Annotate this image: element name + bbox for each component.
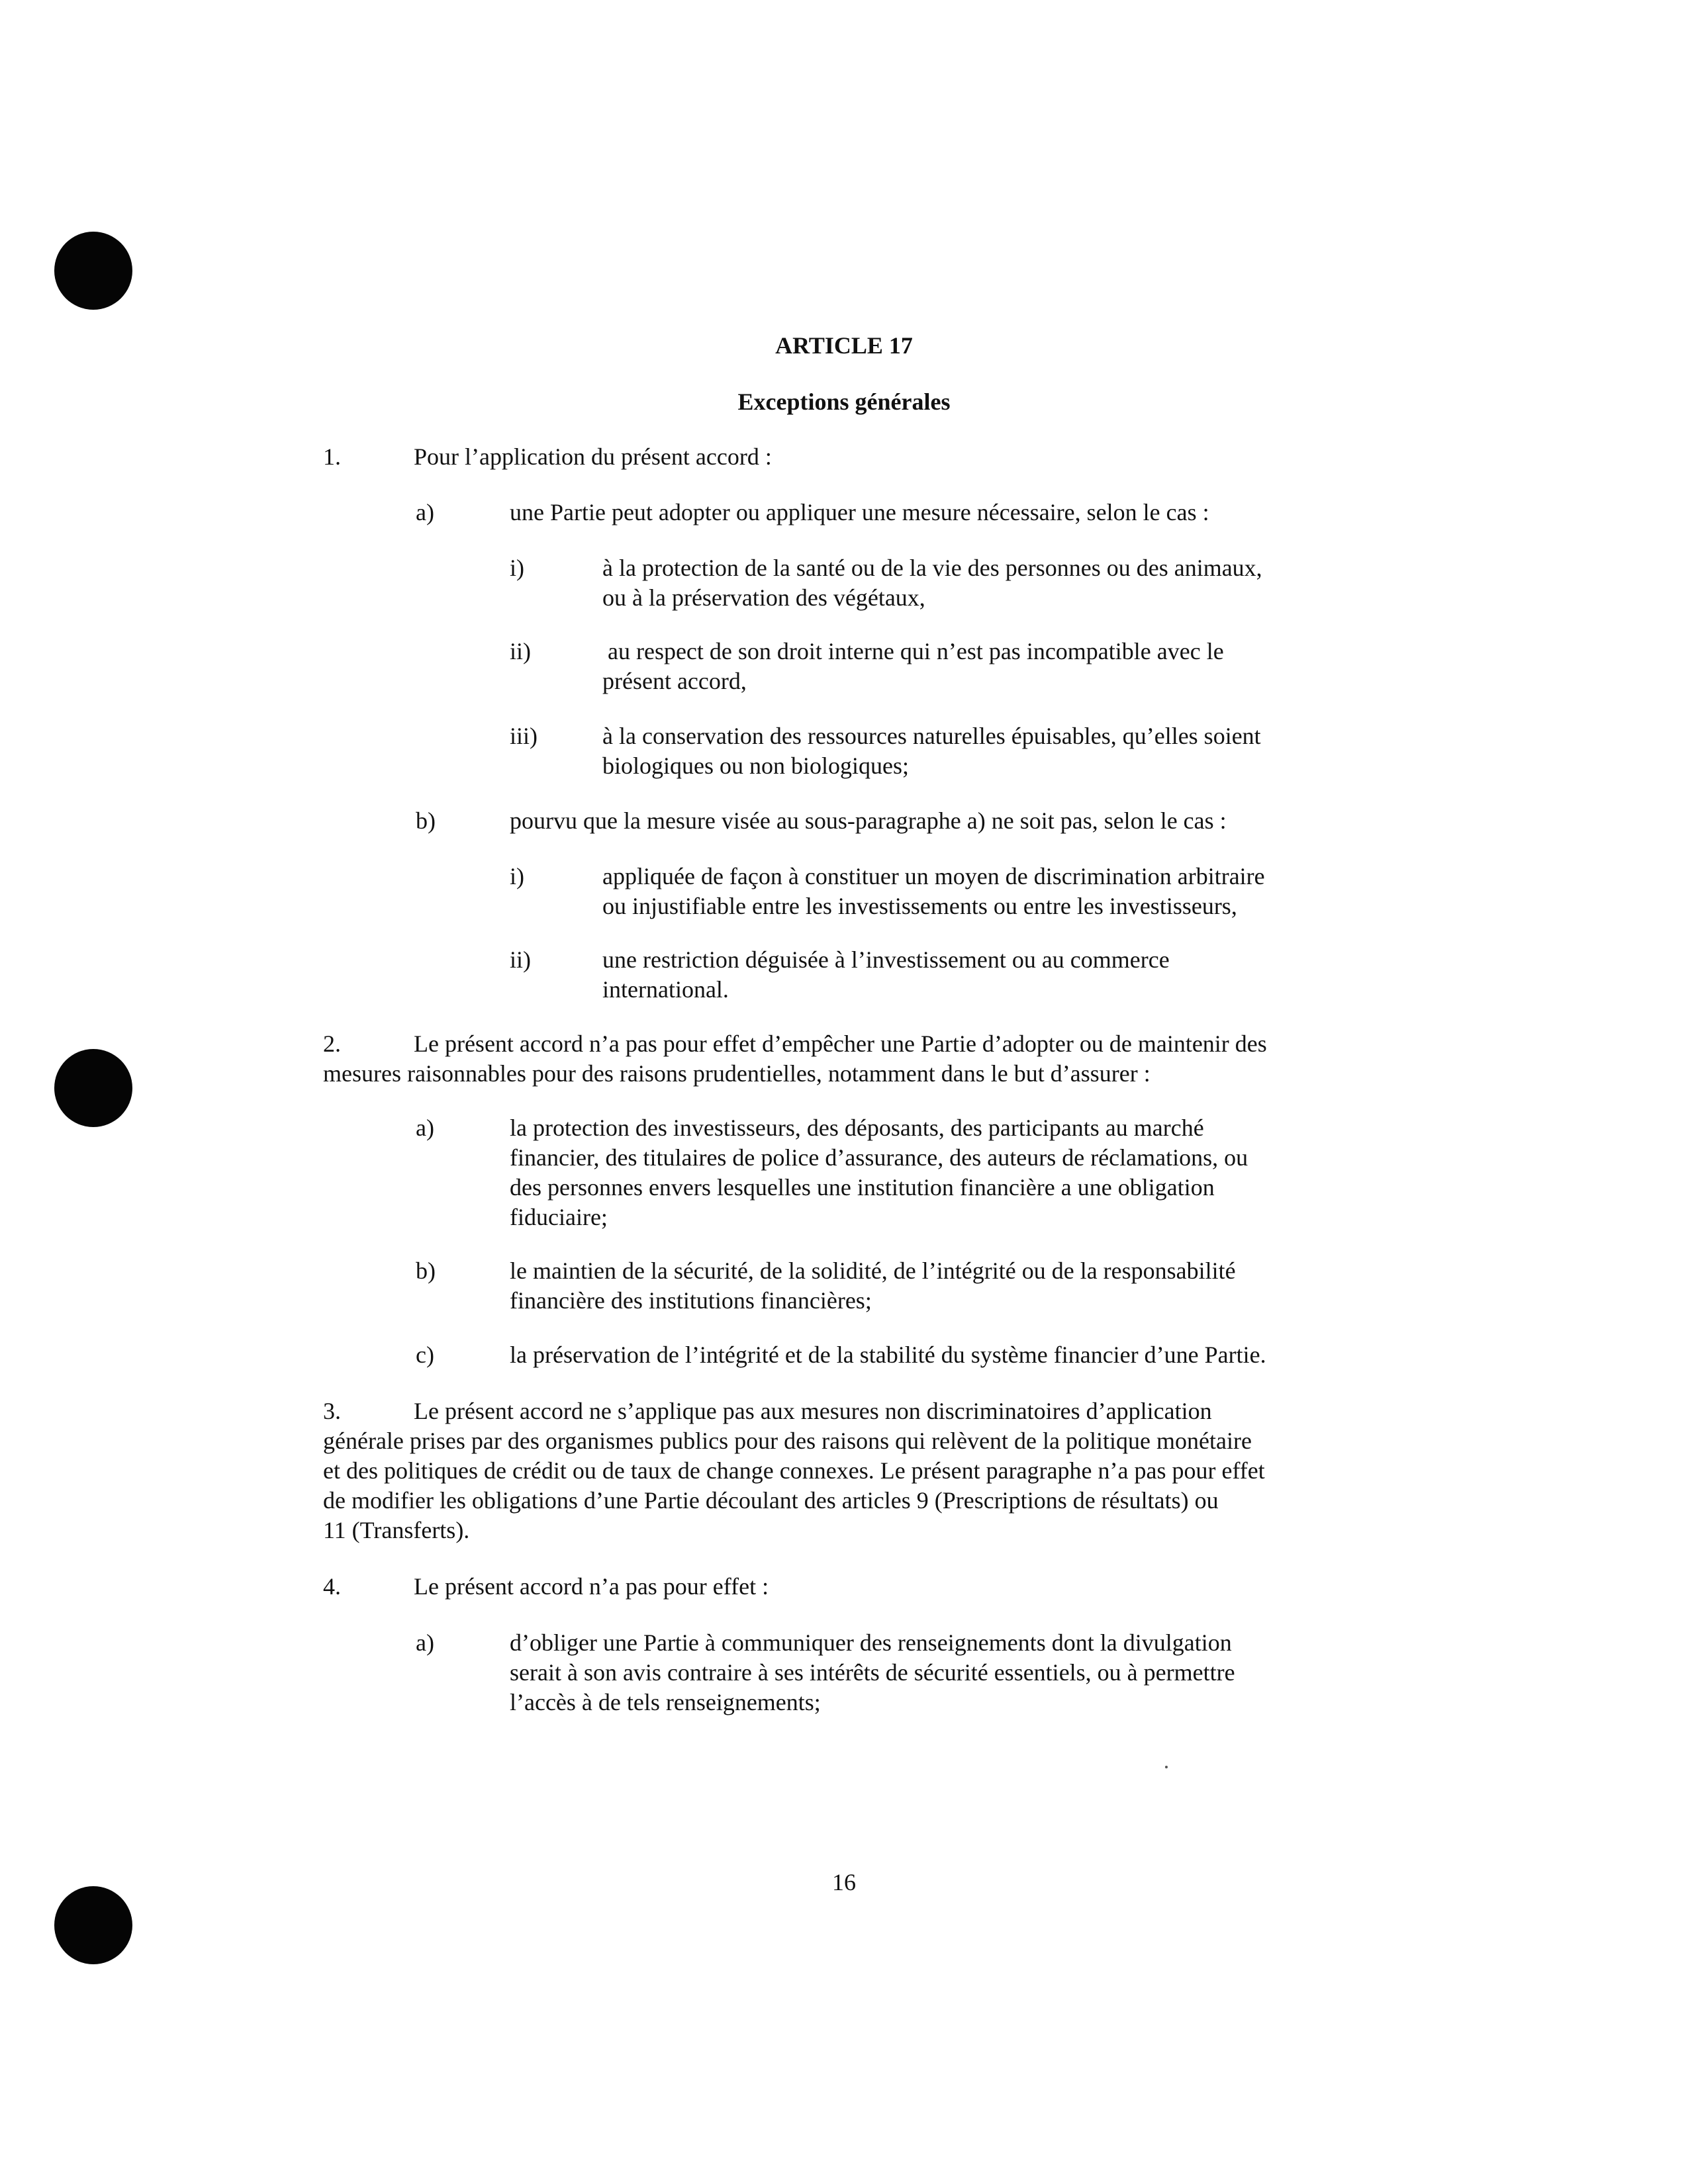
paragraph-4-intro: Le présent accord n’a pas pour effet :	[414, 1573, 769, 1600]
scan-speck	[1165, 1766, 1168, 1768]
paragraph-2c-label: c)	[416, 1342, 434, 1368]
paragraph-1a-iii-label: iii)	[510, 723, 538, 749]
paragraph-1-intro: Pour l’application du présent accord :	[414, 443, 772, 470]
paragraph-1b-ii-line: international.	[602, 976, 729, 1003]
paragraph-4a-line: d’obliger une Partie à communiquer des renseignements dont la divulgation	[510, 1629, 1232, 1656]
paragraph-3-line: Le présent accord ne s’applique pas aux mesures non discriminatoires d’application	[414, 1398, 1212, 1424]
paragraph-1b-text: pourvu que la mesure visée au sous-paragraphe a) ne soit pas, selon le cas :	[510, 807, 1227, 834]
paragraph-3-line: générale prises par des organismes publics pour des raisons qui relèvent de la politique monétaire	[323, 1428, 1252, 1454]
paragraph-1b-label: b)	[416, 807, 436, 834]
paragraph-1b-ii-label: ii)	[510, 946, 531, 973]
paragraph-2a-line: des personnes envers lesquelles une institution financière a une obligation	[510, 1174, 1215, 1201]
paragraph-2b-label: b)	[416, 1257, 436, 1284]
article-number: ARTICLE 17	[775, 332, 913, 359]
paragraph-1a-ii-line: présent accord,	[602, 668, 747, 694]
paragraph-4a-line: serait à son avis contraire à ses intérêts de sécurité essentiels, ou à permettre	[510, 1659, 1235, 1686]
paragraph-1a-iii-line: à la conservation des ressources naturelles épuisables, qu’elles soient	[602, 723, 1261, 749]
paragraph-3-number: 3.	[323, 1398, 341, 1424]
paragraph-2-line: Le présent accord n’a pas pour effet d’empêcher une Partie d’adopter ou de maintenir des	[414, 1030, 1267, 1057]
paragraph-3-line: de modifier les obligations d’une Partie découlant des articles 9 (Prescriptions de résultats) ou	[323, 1487, 1219, 1514]
paragraph-1b-i-line: appliquée de façon à constituer un moyen de discrimination arbitraire	[602, 863, 1265, 889]
paragraph-1a-ii-line: au respect de son droit interne qui n’est pas incompatible avec le	[608, 638, 1224, 664]
page-number: 16	[832, 1869, 856, 1895]
paragraph-2-number: 2.	[323, 1030, 341, 1057]
paragraph-4a-line: l’accès à de tels renseignements;	[510, 1689, 821, 1715]
paragraph-1b-i-label: i)	[510, 863, 524, 889]
paragraph-1a-label: a)	[416, 499, 434, 525]
paragraph-2b-line: le maintien de la sécurité, de la solidité, de l’intégrité ou de la responsabilité	[510, 1257, 1236, 1284]
paragraph-2a-line: fiduciaire;	[510, 1204, 608, 1230]
paragraph-1a-i-line: ou à la préservation des végétaux,	[602, 584, 925, 611]
paragraph-1a-iii-line: biologiques ou non biologiques;	[602, 752, 909, 779]
paragraph-2-line: mesures raisonnables pour des raisons prudentielles, notamment dans le but d’assurer :	[323, 1060, 1150, 1087]
paragraph-4-number: 4.	[323, 1573, 341, 1600]
paragraph-1b-ii-line: une restriction déguisée à l’investissement ou au commerce	[602, 946, 1170, 973]
paragraph-3-line: 11 (Transferts).	[323, 1517, 470, 1543]
punch-hole-top	[54, 232, 132, 310]
paragraph-2a-label: a)	[416, 1115, 434, 1141]
paragraph-2a-line: financier, des titulaires de police d’assurance, des auteurs de réclamations, ou	[510, 1144, 1248, 1171]
paragraph-1a-i-label: i)	[510, 555, 524, 581]
paragraph-4a-label: a)	[416, 1629, 434, 1656]
paragraph-1a-text: une Partie peut adopter ou appliquer une mesure nécessaire, selon le cas :	[510, 499, 1209, 525]
punch-hole-middle	[54, 1049, 132, 1127]
article-title: Exceptions générales	[737, 388, 951, 415]
paragraph-2c-line: la préservation de l’intégrité et de la stabilité du système financier d’une Partie.	[510, 1342, 1266, 1368]
paragraph-2b-line: financière des institutions financières;	[510, 1287, 872, 1314]
punch-hole-bottom	[54, 1886, 132, 1964]
paragraph-1a-ii-label: ii)	[510, 638, 531, 664]
paragraph-1a-i-line: à la protection de la santé ou de la vie des personnes ou des animaux,	[602, 555, 1262, 581]
paragraph-3-line: et des politiques de crédit ou de taux de change connexes. Le présent paragraphe n’a pas pour effet	[323, 1457, 1265, 1484]
paragraph-1b-i-line: ou injustifiable entre les investissements ou entre les investisseurs,	[602, 893, 1237, 919]
paragraph-1-number: 1.	[323, 443, 341, 470]
paragraph-2a-line: la protection des investisseurs, des déposants, des participants au marché	[510, 1115, 1204, 1141]
